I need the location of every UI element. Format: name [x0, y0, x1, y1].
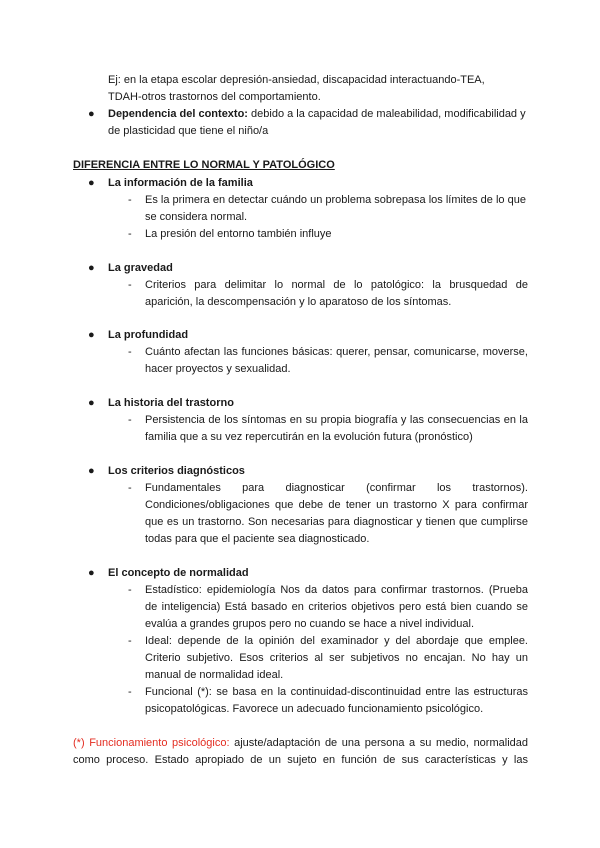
example-line: Ej: en la etapa escolar depresión-ansiedad, discapacidad interactuando-TEA,: [108, 74, 485, 86]
criteria-line: que es un trastorno. Son necesarias para diagnosticar y tienen que cumplirse: [145, 516, 528, 528]
context-dependency-text-cont: de plasticidad que tiene el niño/a: [108, 125, 269, 137]
dash-icon: -: [128, 584, 132, 596]
dash-icon: -: [128, 228, 132, 240]
statistical-line: Estadístico: epidemiología Nos da datos para confirmar trastornos. (Prueba: [145, 584, 528, 596]
severity-line: aparición, la descompensación y lo aparatoso de los síntomas.: [145, 296, 452, 308]
depth-item: [145, 344, 528, 378]
dash-icon: -: [128, 686, 132, 698]
family-info-title: La información de la familia: [108, 177, 253, 189]
statistical-item: [145, 582, 528, 633]
section-heading: DIFERENCIA ENTRE LO NORMAL Y PATOLÓGICO: [73, 159, 335, 171]
bullet-icon: ●: [88, 262, 95, 274]
dash-icon: -: [128, 482, 132, 494]
ideal-line: Criterio subjetivo. Esos criterios al ser subjetivos no encajan. No hay un: [145, 652, 528, 664]
family-info-line: Es la primera en detectar cuándo un problema sobrepasa los límites de lo que: [145, 194, 526, 206]
family-info-line: se considera normal.: [145, 211, 248, 223]
family-pressure-item: La presión del entorno también influye: [145, 228, 332, 240]
context-dependency-text: debido a la capacidad de maleabilidad, modificabilidad y: [247, 108, 526, 120]
family-info-item: [145, 192, 528, 226]
footnote-line: como proceso. Estado apropiado de un sujeto en función de sus características y las: [73, 754, 528, 766]
bullet-icon: ●: [88, 465, 95, 477]
ideal-line: Ideal: depende de la opinión del examinador y del abordaje que emplee.: [145, 635, 528, 647]
criteria-line: todas para que el paciente sea diagnosticado.: [145, 533, 370, 545]
history-line: familia que a su vez repercutirán en la evolución futura (pronóstico): [145, 431, 473, 443]
history-item: [145, 412, 528, 446]
bullet-icon: ●: [88, 177, 95, 189]
bullet-icon: ●: [88, 397, 95, 409]
bullet-icon: ●: [88, 108, 95, 120]
depth-line: hacer proyectos y sexualidad.: [145, 363, 291, 375]
history-line: Persistencia de los síntomas en su propia biografía y las consecuencias en la: [145, 414, 528, 426]
example-paragraph: [108, 72, 528, 106]
footnote-line: [73, 735, 528, 752]
dash-icon: -: [128, 279, 132, 291]
severity-item: [145, 277, 528, 311]
ideal-line: manual de normalidad ideal.: [145, 669, 284, 681]
footnote-paragraph: [73, 735, 528, 769]
severity-line: Criterios para delimitar lo normal de lo patológico: la brusquedad de: [145, 279, 528, 291]
statistical-line: evalúa a grandes grupos pero no cuando se hace a nivel individual.: [145, 618, 475, 630]
statistical-line: de inteligencia) Está basado en criterios objetivos pero está bien cuando se: [145, 601, 528, 613]
criteria-line: Fundamentales para diagnosticar (confirmar los trastornos).: [145, 482, 528, 494]
bullet-icon: ●: [88, 329, 95, 341]
history-title: La historia del trastorno: [108, 397, 234, 409]
criteria-item: [145, 480, 528, 548]
footnote-label: (*) Funcionamiento psicológico:: [73, 737, 230, 749]
dash-icon: -: [128, 194, 132, 206]
bullet-icon: ●: [88, 567, 95, 579]
dash-icon: -: [128, 346, 132, 358]
ideal-item: [145, 633, 528, 684]
depth-line: Cuánto afectan las funciones básicas: querer, pensar, comunicarse, moverse,: [145, 346, 528, 358]
context-dependency-label: Dependencia del contexto:: [108, 108, 248, 120]
criteria-title: Los criterios diagnósticos: [108, 465, 245, 477]
functional-item: [145, 684, 528, 718]
normality-title: El concepto de normalidad: [108, 567, 249, 579]
footnote-text: ajuste/adaptación de una persona a su medio, normalidad: [229, 737, 528, 749]
depth-title: La profundidad: [108, 329, 189, 341]
dash-icon: -: [128, 414, 132, 426]
criteria-line: Condiciones/obligaciones que debe de tener un trastorno X para confirmar: [145, 499, 528, 511]
functional-line: Funcional (*): se basa en la continuidad-discontinuidad entre las estructuras: [145, 686, 528, 698]
context-dependency-item: [108, 106, 528, 140]
dash-icon: -: [128, 635, 132, 647]
severity-title: La gravedad: [108, 262, 173, 274]
functional-line: psicopatológicas. Favorece un adecuado funcionamiento psicológico.: [145, 703, 484, 715]
example-line: TDAH-otros trastornos del comportamiento.: [108, 91, 321, 103]
